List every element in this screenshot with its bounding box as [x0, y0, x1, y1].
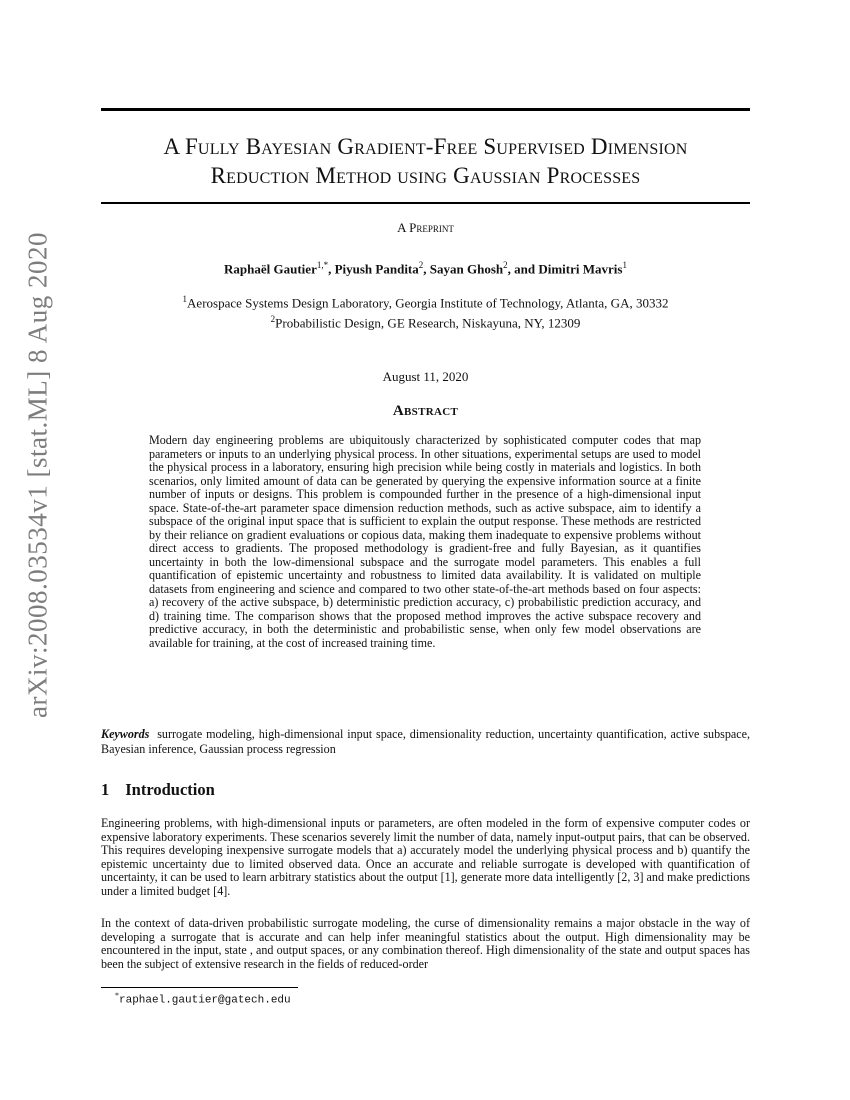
- affiliation-line: [101, 311, 750, 331]
- title-rule-top: [101, 108, 750, 111]
- paper-title: [101, 132, 750, 190]
- abstract-body: Modern day engineering problems are ubiquitously characterized by sophisticated computer codes that map parameters or inputs to an underlying physical process. In other situations, experimental setups are used to model the physical process in a laboratory, ensuring high precision while being costly in materials and logistics. In both scenarios, only limited amount of data can be generated by querying the expensive information source at a finite number of inputs or designs. This problem is compounded further in the presence of a high-dimensional input space. State-of-the-art parameter space dimension reduction methods, such as active subspace, aim to identify a subspace of the original input space that is sufficient to explain the output response. These methods are restricted by their reliance on gradient evaluations or copious data, making them inadequate to expensive problems without direct access to gradients. The proposed methodology is gradient-free and fully Bayesian, as it quantifies uncertainty in both the low-dimensional subspace and the surrogate model parameters. This enables a full quantification of epistemic uncertainty and robustness to limited data availability. It is validated on multiple datasets from engineering and science and compared to two other state-of-the-art methods based on four aspects: a) recovery of the active subspace, b) deterministic prediction accuracy, c) probabilistic prediction accuracy, and d) training time. The comparison shows that the proposed method improves the active subspace recovery and predictive accuracy, in both the deterministic and probabilistic sense, when only few model observations are available for training, at the cost of increased training time.: [149, 433, 701, 650]
- author-separator: ,: [328, 261, 335, 277]
- author-affil-mark: 1,*: [316, 260, 329, 270]
- footnote-mark: *: [115, 991, 119, 1000]
- footnote-email: raphael.gautier@gatech.edu: [119, 994, 291, 1007]
- keywords-label: Keywords: [101, 727, 150, 741]
- footnote: [115, 991, 291, 1007]
- keywords-block: [101, 727, 750, 757]
- publication-date: August 11, 2020: [382, 369, 469, 384]
- author-name: Piyush Pandita: [334, 261, 419, 277]
- section-number: 1: [101, 780, 110, 799]
- title-line-1: A Fully Bayesian Gradient-Free Supervised Dimension: [163, 134, 688, 159]
- author-affil-mark: 1: [622, 260, 627, 270]
- affiliation-mark: 1: [182, 294, 188, 304]
- abstract-heading: Abstract: [392, 403, 459, 419]
- arxiv-sidebar: [0, 0, 60, 1100]
- author-name: Sayan Ghosh: [429, 261, 504, 277]
- affiliation-text: Aerospace Systems Design Laboratory, Georgia Institute of Technology, Atlanta, GA, 30332: [187, 295, 669, 311]
- title-line-2: Reduction Method using Gaussian Processes: [210, 163, 641, 188]
- author-affil-mark: 2: [418, 260, 424, 270]
- footnote-rule: [101, 987, 298, 988]
- author-separator: ,: [423, 261, 430, 277]
- author-list: [101, 260, 750, 277]
- preprint-label: A Preprint: [397, 220, 454, 235]
- author-name: Raphaël Gautier: [224, 261, 317, 277]
- author-name: Dimitri Mavris: [538, 261, 623, 277]
- section-heading: [101, 780, 215, 800]
- intro-paragraph-1: Engineering problems, with high-dimensional inputs or parameters, are often modeled in the form of expensive computer codes or expensive laboratory experiments. These scenarios severely limit the number of data, namely input-output pairs, that can be observed. This requires developing inexpensive surrogate models that a) accurately model the underlying physical process and b) quantify the epistemic uncertainty due to limited observed data. Once an accurate and reliable surrogate is developed with quantification of uncertainty, it can be used to learn arbitrary statistics about the output [1], generate more data intelligently [2, 3] and make predictions under a limited budget [4].: [101, 816, 750, 898]
- affiliation-mark: 2: [270, 314, 276, 325]
- arxiv-identifier: arXiv:2008.03534v1 [stat.ML] 8 Aug 2020: [22, 232, 53, 718]
- intro-paragraph-2: In the context of data-driven probabilistic surrogate modeling, the curse of dimensionality remains a major obstacle in the way of developing a surrogate that is accurate and can help infer meaningful statistics about the output. High dimensionality may be encountered in the input, state , and output spaces, or any combination thereof. High dimensionality of the state and output spaces has been the subject of extensive research in the fields of reduced-order: [101, 916, 750, 971]
- affiliations: [101, 291, 750, 332]
- affiliation-text: Probabilistic Design, GE Research, Niskayuna, NY, 12309: [275, 315, 581, 331]
- title-rule-bottom: [101, 202, 750, 204]
- author-separator: , and: [507, 261, 539, 277]
- author-affil-mark: 2: [503, 260, 508, 270]
- keywords-text: surrogate modeling, high-dimensional input space, dimensionality reduction, uncertainty quantification, active subspace, Bayesian inference, Gaussian process regression: [101, 727, 751, 756]
- affiliation-line: [101, 291, 750, 311]
- section-title: Introduction: [125, 780, 215, 799]
